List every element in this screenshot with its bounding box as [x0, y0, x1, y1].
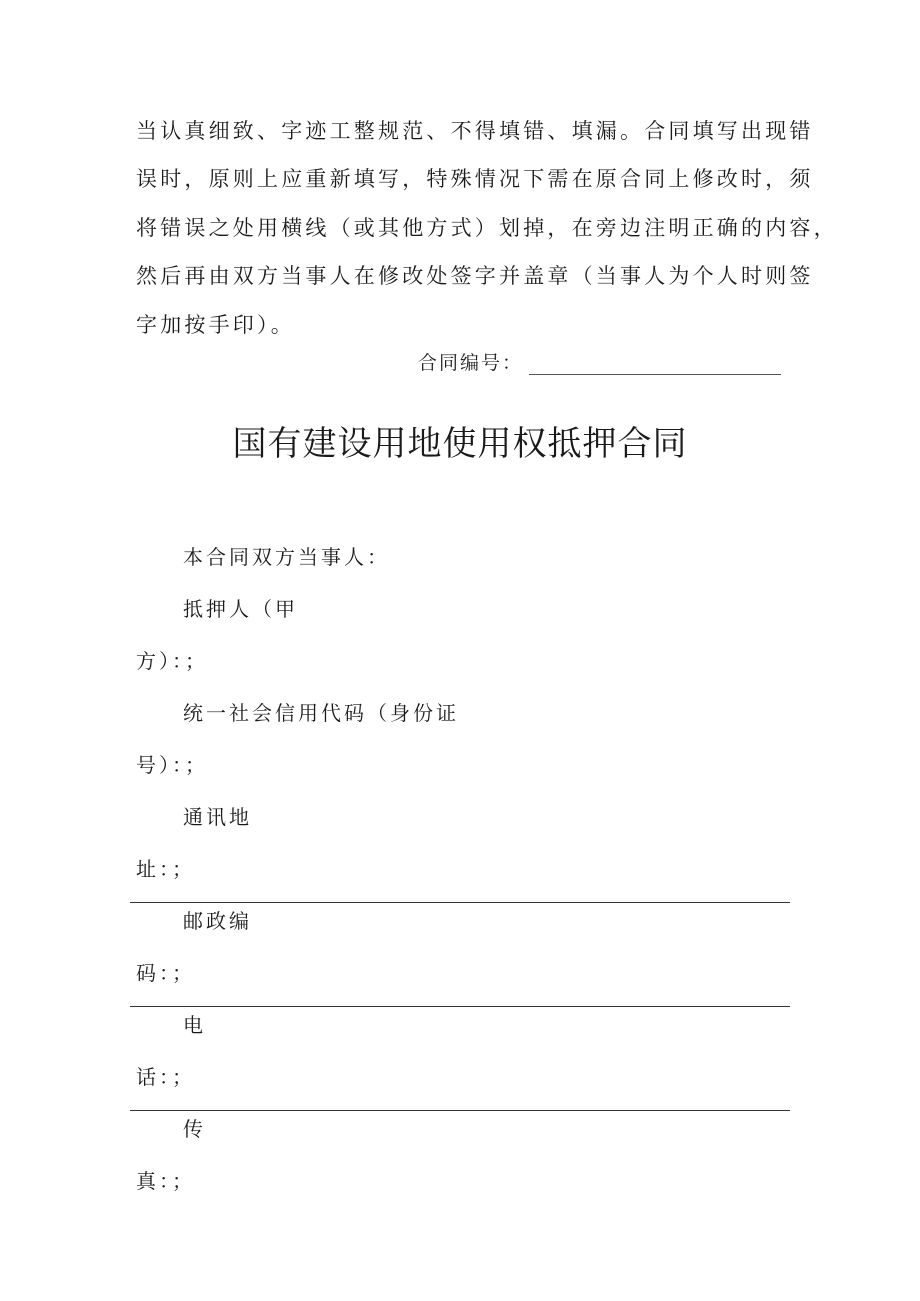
parties-intro: 本合同双方当事人： — [183, 545, 390, 569]
mortgagor-label: 抵押人（甲 — [183, 597, 298, 621]
fax-label: 传 — [183, 1117, 206, 1141]
address-label: 通讯地 — [183, 805, 252, 829]
fax-label-cont: 真：； — [136, 1169, 195, 1193]
phone-label-cont: 话：； — [136, 1065, 195, 1089]
phone-label: 电 — [183, 1013, 206, 1037]
credit-code-label-cont: 号）：； — [136, 753, 208, 777]
address-label-cont: 址：； — [136, 857, 195, 881]
postcode-label: 邮政编 — [183, 909, 252, 933]
contract-number-label: 合同编号： — [418, 352, 524, 374]
intro-line-1: 当认真细致、字迹工整规范、不得填错、填漏。合同填写出现错 — [136, 119, 814, 143]
intro-line-3: 将错误之处用横线（或其他方式）划掉，在旁边注明正确的内容， — [136, 216, 838, 240]
postcode-underline — [130, 1006, 790, 1007]
mortgagor-label-cont: 方）：； — [136, 649, 208, 673]
address-underline — [130, 902, 790, 903]
postcode-label-cont: 码：； — [136, 961, 195, 985]
contract-number-blank[interactable] — [529, 356, 781, 375]
intro-line-2: 误时，原则上应重新填写，特殊情况下需在原合同上修改时，须 — [136, 167, 814, 191]
contract-number — [418, 348, 781, 375]
document-title: 国有建设用地使用权抵押合同 — [232, 424, 688, 464]
intro-line-4: 然后再由双方当事人在修改处签字并盖章（当事人为个人时则签 — [136, 264, 814, 288]
phone-underline — [130, 1110, 790, 1111]
credit-code-label: 统一社会信用代码（身份证 — [183, 701, 459, 725]
intro-line-5: 字加按手印）。 — [136, 313, 295, 337]
